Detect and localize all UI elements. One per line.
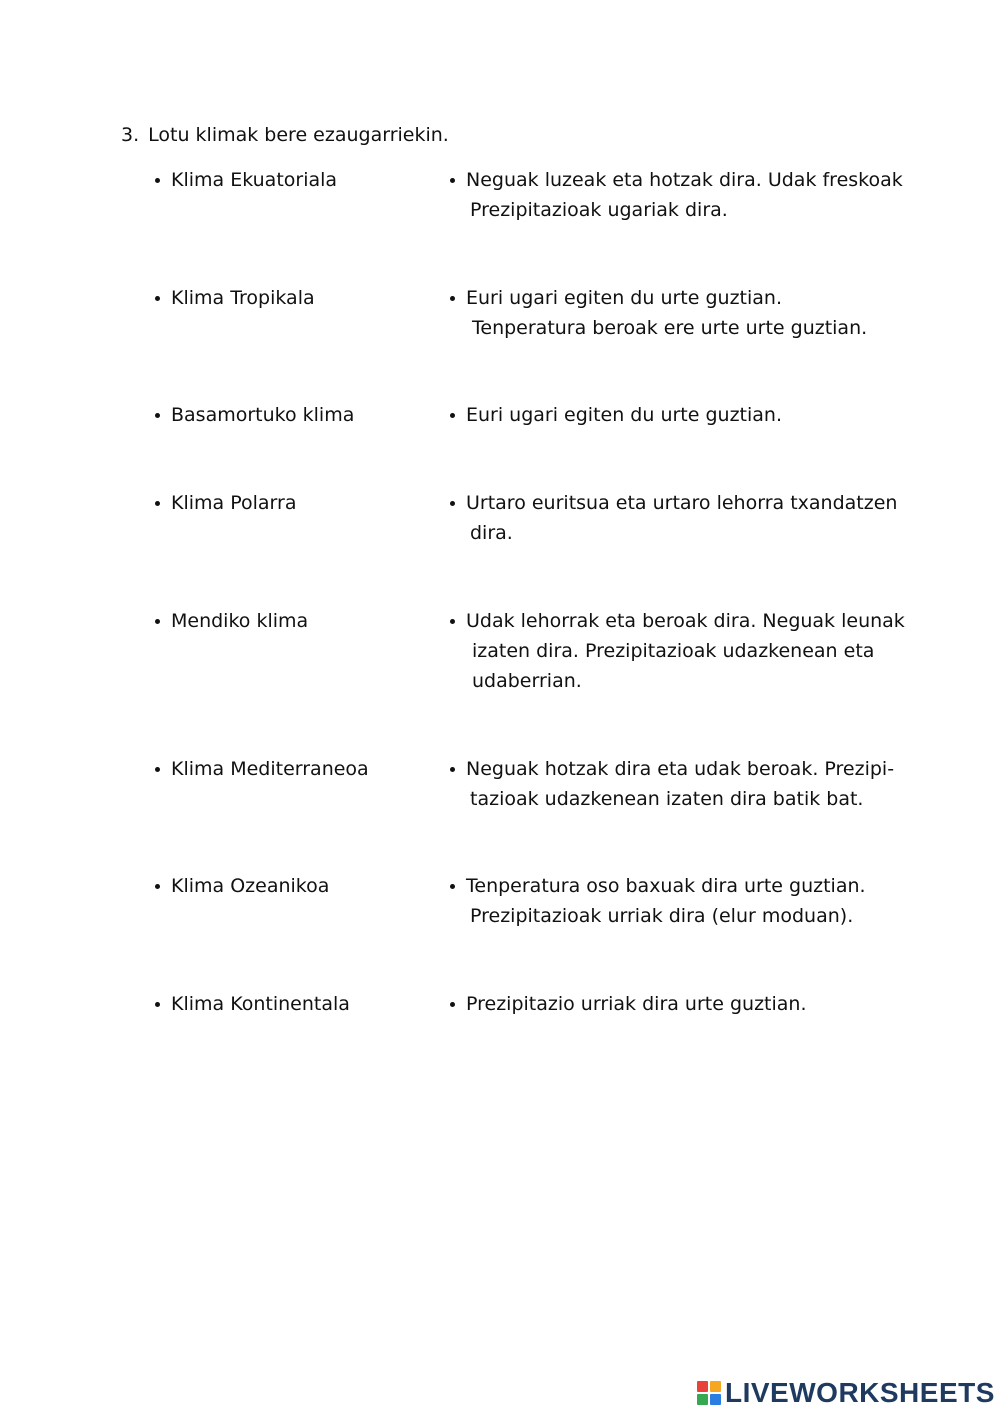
climate-item[interactable] [171, 871, 329, 901]
match-dot[interactable] [450, 619, 455, 624]
climate-label: Basamortuko klima [171, 404, 355, 426]
climate-item[interactable] [171, 989, 350, 1019]
climate-label: Klima Tropikala [171, 287, 315, 309]
characteristic-line: udaberrian. [472, 670, 582, 692]
exercise-number: 3. [121, 124, 140, 146]
characteristic-line: Tenperatura oso baxuak dira urte guztian. [466, 875, 866, 897]
characteristic-item[interactable] [466, 606, 936, 696]
match-dot[interactable] [155, 884, 160, 889]
exercise-instruction-text: Lotu klimak bere ezaugarriekin. [148, 124, 449, 146]
match-dot[interactable] [155, 296, 160, 301]
climate-item[interactable] [171, 400, 354, 430]
climate-item[interactable] [171, 283, 315, 313]
characteristic-line: tazioak udazkenean izaten dira batik bat. [470, 788, 864, 810]
match-dot[interactable] [155, 767, 160, 772]
match-dot[interactable] [155, 501, 160, 506]
match-dot[interactable] [450, 884, 455, 889]
climate-label: Klima Mediterraneoa [171, 758, 369, 780]
characteristic-item[interactable] [466, 165, 936, 225]
match-dot[interactable] [450, 296, 455, 301]
characteristic-item[interactable] [466, 871, 936, 931]
climate-label: Klima Ozeanikoa [171, 875, 330, 897]
match-dot[interactable] [155, 413, 160, 418]
characteristic-line: Euri ugari egiten du urte guztian. [466, 404, 783, 426]
match-dot[interactable] [450, 413, 455, 418]
liveworksheets-logo-icon [697, 1381, 721, 1405]
match-dot[interactable] [155, 178, 160, 183]
match-dot[interactable] [155, 1002, 160, 1007]
characteristic-line: Prezipitazioak ugariak dira. [470, 199, 728, 221]
match-dot[interactable] [450, 178, 455, 183]
climate-item[interactable] [171, 754, 369, 784]
climate-label: Klima Kontinentala [171, 993, 350, 1015]
characteristic-line: izaten dira. Prezipitazioak udazkenean eta [472, 640, 875, 662]
characteristic-item[interactable] [466, 989, 936, 1019]
characteristic-line: Prezipitazio urriak dira urte guztian. [466, 993, 807, 1015]
liveworksheets-logo [697, 1378, 995, 1408]
characteristic-line: Urtaro euritsua eta urtaro lehorra txandatzen [466, 492, 898, 514]
characteristic-line: Euri ugari egiten du urte guztian. [466, 287, 783, 309]
characteristic-item[interactable] [466, 400, 936, 430]
characteristic-line: Prezipitazioak urriak dira (elur moduan). [470, 905, 854, 927]
characteristic-line: Udak lehorrak eta beroak dira. Neguak leunak [466, 610, 905, 632]
match-dot[interactable] [450, 501, 455, 506]
climate-item[interactable] [171, 165, 337, 195]
match-dot[interactable] [450, 767, 455, 772]
climate-label: Klima Polarra [171, 492, 297, 514]
climate-label: Mendiko klima [171, 610, 309, 632]
characteristic-line: dira. [470, 522, 513, 544]
characteristic-line: Neguak hotzak dira eta udak beroak. Prezipi- [466, 758, 895, 780]
characteristic-item[interactable] [466, 283, 936, 343]
match-dot[interactable] [155, 619, 160, 624]
characteristic-item[interactable] [466, 488, 936, 548]
exercise-instruction [121, 122, 449, 148]
liveworksheets-brand: LIVEWORKSHEETS [725, 1377, 995, 1408]
climate-item[interactable] [171, 606, 308, 636]
characteristic-line: Tenperatura beroak ere urte urte guztian. [472, 317, 868, 339]
characteristic-item[interactable] [466, 754, 936, 814]
climate-item[interactable] [171, 488, 296, 518]
climate-label: Klima Ekuatoriala [171, 169, 338, 191]
match-dot[interactable] [450, 1002, 455, 1007]
characteristic-line: Neguak luzeak eta hotzak dira. Udak freskoak [466, 169, 903, 191]
